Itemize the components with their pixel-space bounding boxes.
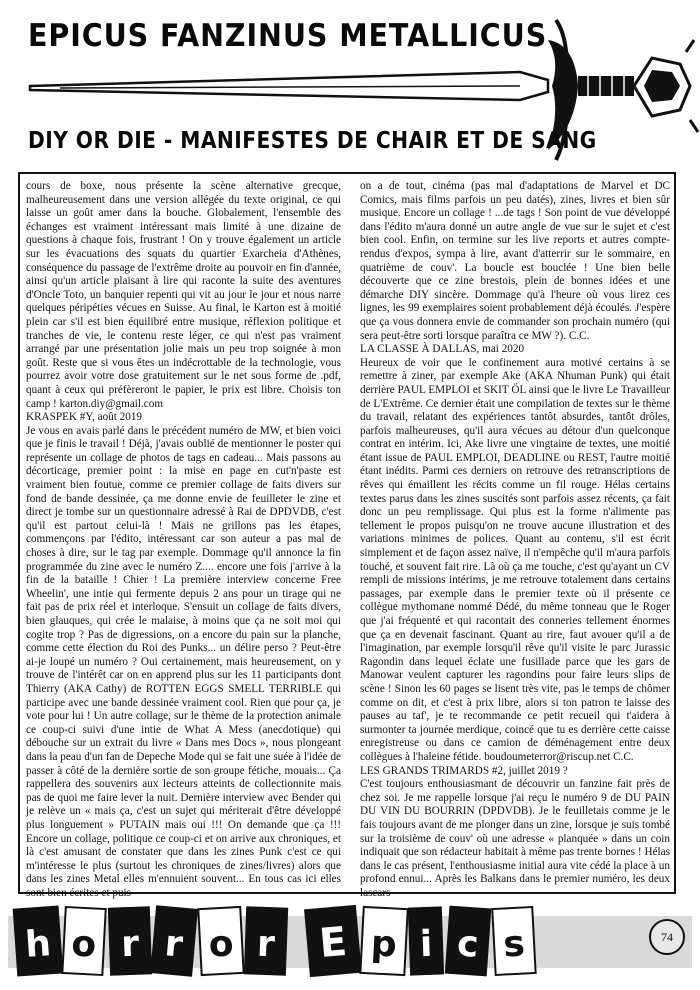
left-column <box>26 180 341 899</box>
band-letter: s <box>502 923 526 966</box>
band-letter-tile <box>409 907 443 974</box>
right-column <box>360 180 670 899</box>
article-text: Je vous en avais parlé dans le précédent numéro de MW, et bien voici que je finis le travail ! Déjà, j'avais oublié de mentionner le poster qui représente un collage de photos de tags en cadeau... Mais passons au décorticage, premier point : la mise en page en cut'n'paste est vraiment bien foutue, comme ce premier collage de faits divers sur fond de bande dessinée, ça me donne envie de feuilleter le zine et direct je tombe sur un questionnaire adressé à Rai de DPDVDB, c'est qu'il est partout celui-là ! Mais ne grillons pas les étapes, commençons par l'édito, intéressant car son auteur a pas mal de choses à dire, sur le tag par exemple. Dommage qu'il annonce la fin programmée du zine avec le numéro Z.... encore une fois j'arrive à la fin de la bataille ! Chier ! La première interview concerne Free Wheelin', une intie qui fermente depuis 2 ans pour un tirage qui ne fait pas de prix réel et interloque. S'ensuit un collage de faits divers, bien glauques, qui crée le malaise, à moins que ça ne soit moi qui cogite trop ? Pas de digressions, on a encore du pain sur la planche, comme cette élection du Roi des Punks... un délire perso ? Peut-être ai-je loupé un numéro ? Oui certainement, mais heureusement, on y trouve de l'intérêt car on en apprend plus sur les 11 participants dont Thierry (AKA Cathy) de ROTTEN EGGS SMELL TERRIBLE qui participe avec une bande dessinée vraiment cool. Rien que pour ça, je vote pour lui ! Un autre collage, sur le thème de la protection animale ce coup-ci suivi d'une intie de What A Mess (anecdotique) qui débouche sur un extrait du livre « Dans mes Docs », nous plongeant dans la peau d'un fan de Depeche Mode qui se fait une suée à l'idée de passer à côté de la dernière sortie de son groupe fétiche, mouais... Ça rappellera des souvenirs aux lecteurs atteints de collectionnite mais pas de quoi me faire lever la nuit. Dernière interview avec Bender qui je relève un « mais ça, c'est un sujet qui mériterait d'être développé plus longuement » PUTAIN mais oui !!! On demande que ça !!! Encore un collage, politique ce coup-ci et on arrive aux chroniques, et là c'est amusant de constater que dans les zines Punk c'est ce qui m'intéresse le plus (surtout les chroniques de zines/livres) alors que dans les zines Metal elles m'ennuient souvent... En tous cas ici elles sont bien écrites et puis <box>26 424 341 899</box>
zine-subtitle: DIY OR DIE - MANIFESTES DE CHAIR ET DE SANG <box>28 128 597 154</box>
band-letter-tile <box>245 907 287 974</box>
band-letter-tile <box>198 907 243 975</box>
band-letter: r <box>256 923 276 966</box>
band-letter-tile <box>109 907 151 974</box>
band-letter-tile <box>446 907 491 976</box>
band-letter: i <box>419 923 433 966</box>
band-letter-tile <box>151 906 197 975</box>
zine-title: EPICUS FANZINUS METALLICUS <box>28 18 548 54</box>
article-title: KRASPEK #Y, août 2019 <box>26 411 143 424</box>
band-letter: p <box>369 923 398 966</box>
band-letter-tile <box>14 907 62 976</box>
article-text: C'est toujours enthousiasmant de découvrir un fanzine fait près de chez soi. Je me rappelle lorsque j'ai reçu le numéro 9 de DU PAIN DU VIN DU BOURRIN (DPDVDB). Je le feuilletais comme je le fais toujours avant de me plonger dans un zine, lorsque je suis tombé sur la troisième de couv' où une adresse « planquée » dans un coin indiquait que son rédacteur habitait à même pas trente bornes ! Hélas dans le cas présent, l'enthousiasme initial aura vite cédé la place à un profond ennui... Après les Balkans dans le premier numéro, les deux lascars <box>360 778 670 899</box>
band-letter-tile <box>305 906 361 976</box>
article-text: on a de tout, cinéma (pas mal d'adaptations de Marvel et DC Comics, mais films parfois un peu datés), zines, livres et bien sûr musique. Encore un collage ! ...de tags ! Son point de vue développé dans l'édito m'aura donné un autre angle de vue sur le sujet et c'est bien cool. Enfin, on termine sur les live reports et autres compte-rendus d'expos, sympa à lire, avant d'atterrir sur le sommaire, en quatrième de couv'. La boucle est bouclée ! Une bien belle découverte que ce zine brestois, plein de bonnes idées et une démarche DIY sincère. Dommage qu'à l'heure où vous lirez ces lignes, les 99 exemplaires soient probablement déjà écoulés. J'espère que ça vous donnera envie de commander son prochain numéro (qui sera peut-être sorti lorsque paraîtra ce MW ?). C.C. <box>360 180 670 342</box>
band-letter-tile <box>360 907 407 975</box>
footer-band <box>8 898 692 984</box>
band-letter: E <box>317 918 349 968</box>
band-letter: c <box>455 923 480 966</box>
band-letter-tile <box>492 907 535 975</box>
article-text: Heureux de voir que le confinement aura motivé certains à se remettre à ziner, par exemple Ake (AKA Nhuman Punk) qui était derrière PAUL EMPLOI et SKIT ÖL ainsi que le livre Le Travailleur de L'Extrême. Ce dernier était une compilation de textes sur le thème du travail, relatant des expériences tantôt absurdes, tantôt drôles, parfois malheureuses, qu'il aura vécues au détour d'un quelconque contrat en intérim. Ici, Ake livre une vingtaine de textes, une moitié étant issue de PAUL EMPLOI, DEADLINE ou REST, l'autre moitié étant inédits. Parmi ces derniers on retrouve des retranscriptions de rêves qui émaillent les récits comme un fil rouge. Hélas certains textes parus dans les zines suscités sont parfois assez récents, ça fait donc un peu remplissage. Qui plus est la forme n'alimente pas tellement le propos puisqu'on ne trouve aucune illustration et des variations minimes de polices. Quant au contenu, s'il est écrit simplement et de façon assez naïve, il n'empêche qu'il m'aura parfois touché, et souvent fait rire. Là où ça me touche, c'est qu'ayant un CV rempli de missions intérims, je me retrouve totalement dans certains passages, par exemple dans le premier texte où il présente ce collègue mythomane nommé Dédé, du même tonneau que le Roger que j'ai fréquenté et qui racontait des conneries tellement énormes que ça en devenait fascinant. Quant au rire, faut avouer qu'il a de l'imagination, par exemple lorsqu'il rêve qu'il visite le parc Jurassic Ragondin dans lequel éclate une fusillade parce que les gars de Manowar veulent capturer les ragondins pour faire leurs slips de scène ! Sinon les 60 pages se lisent très vite, pas le temps de chômer comme on dit, et c'est à prix libre, alors si ton patron te laisse des pauses au taf', je te recommande ce petit recueil qui t'aidera à surmonter ta journée merdique, coincé que tu es derrière cette caisse enregistreuse ou dans ce camion de déménagement entre deux collègues à l'haleine fétide. boudoumeterror@riscup.net C.C. <box>360 356 670 763</box>
band-letter: r <box>120 923 140 966</box>
article-title: LA CLASSE À DALLAS, mai 2020 <box>360 343 525 356</box>
page-number: 74 <box>649 919 685 955</box>
band-letter: r <box>163 923 185 966</box>
band-letter-tile <box>62 907 105 975</box>
band-letter: o <box>70 923 98 966</box>
article-text: cours de boxe, nous présente la scène alternative grecque, malheureusement dans une version allégée du texte original, ce qui laisse un goût amer dans la bouche. Globalement, l'ensemble des échanges est vraiment intéressant mais limité à une dizaine de questions à chaque fois, frustrant ! On y trouve également un article sur les évacuations des squats du quartier Exarcheia d'Athènes, conséquence du passage de l'extrême droite au pouvoir en fin d'année, ainsi qu'un article plaisant à lire qui raconte la suite des aventures d'Oncle Toto, un banquier repenti qui vit au jour le jour et nous narre quelques péripéties vécues en Suisse. Au final, le Karton est à moitié plein car s'il est bien équilibré entre musique, réflexion politique et tranches de vie, le contenu reste léger, ce qui n'est pas vraiment arrangé par une présentation jolie mais un peu trop soignée à mon goût. Reste que si vous êtes un indécrottable de la technologie, vous pourrez avoir votre dose gratuitement sur le net sous forme de .pdf, quant à ceux qui préfèreront le papier, le prix est libre. Choisis ton camp ! karton.diy@gmail.com <box>26 180 341 410</box>
band-letter: o <box>207 923 235 966</box>
band-letter: h <box>23 923 53 966</box>
article-title: LES GRANDS TRIMARDS #2, juillet 2019 ? <box>360 764 568 777</box>
